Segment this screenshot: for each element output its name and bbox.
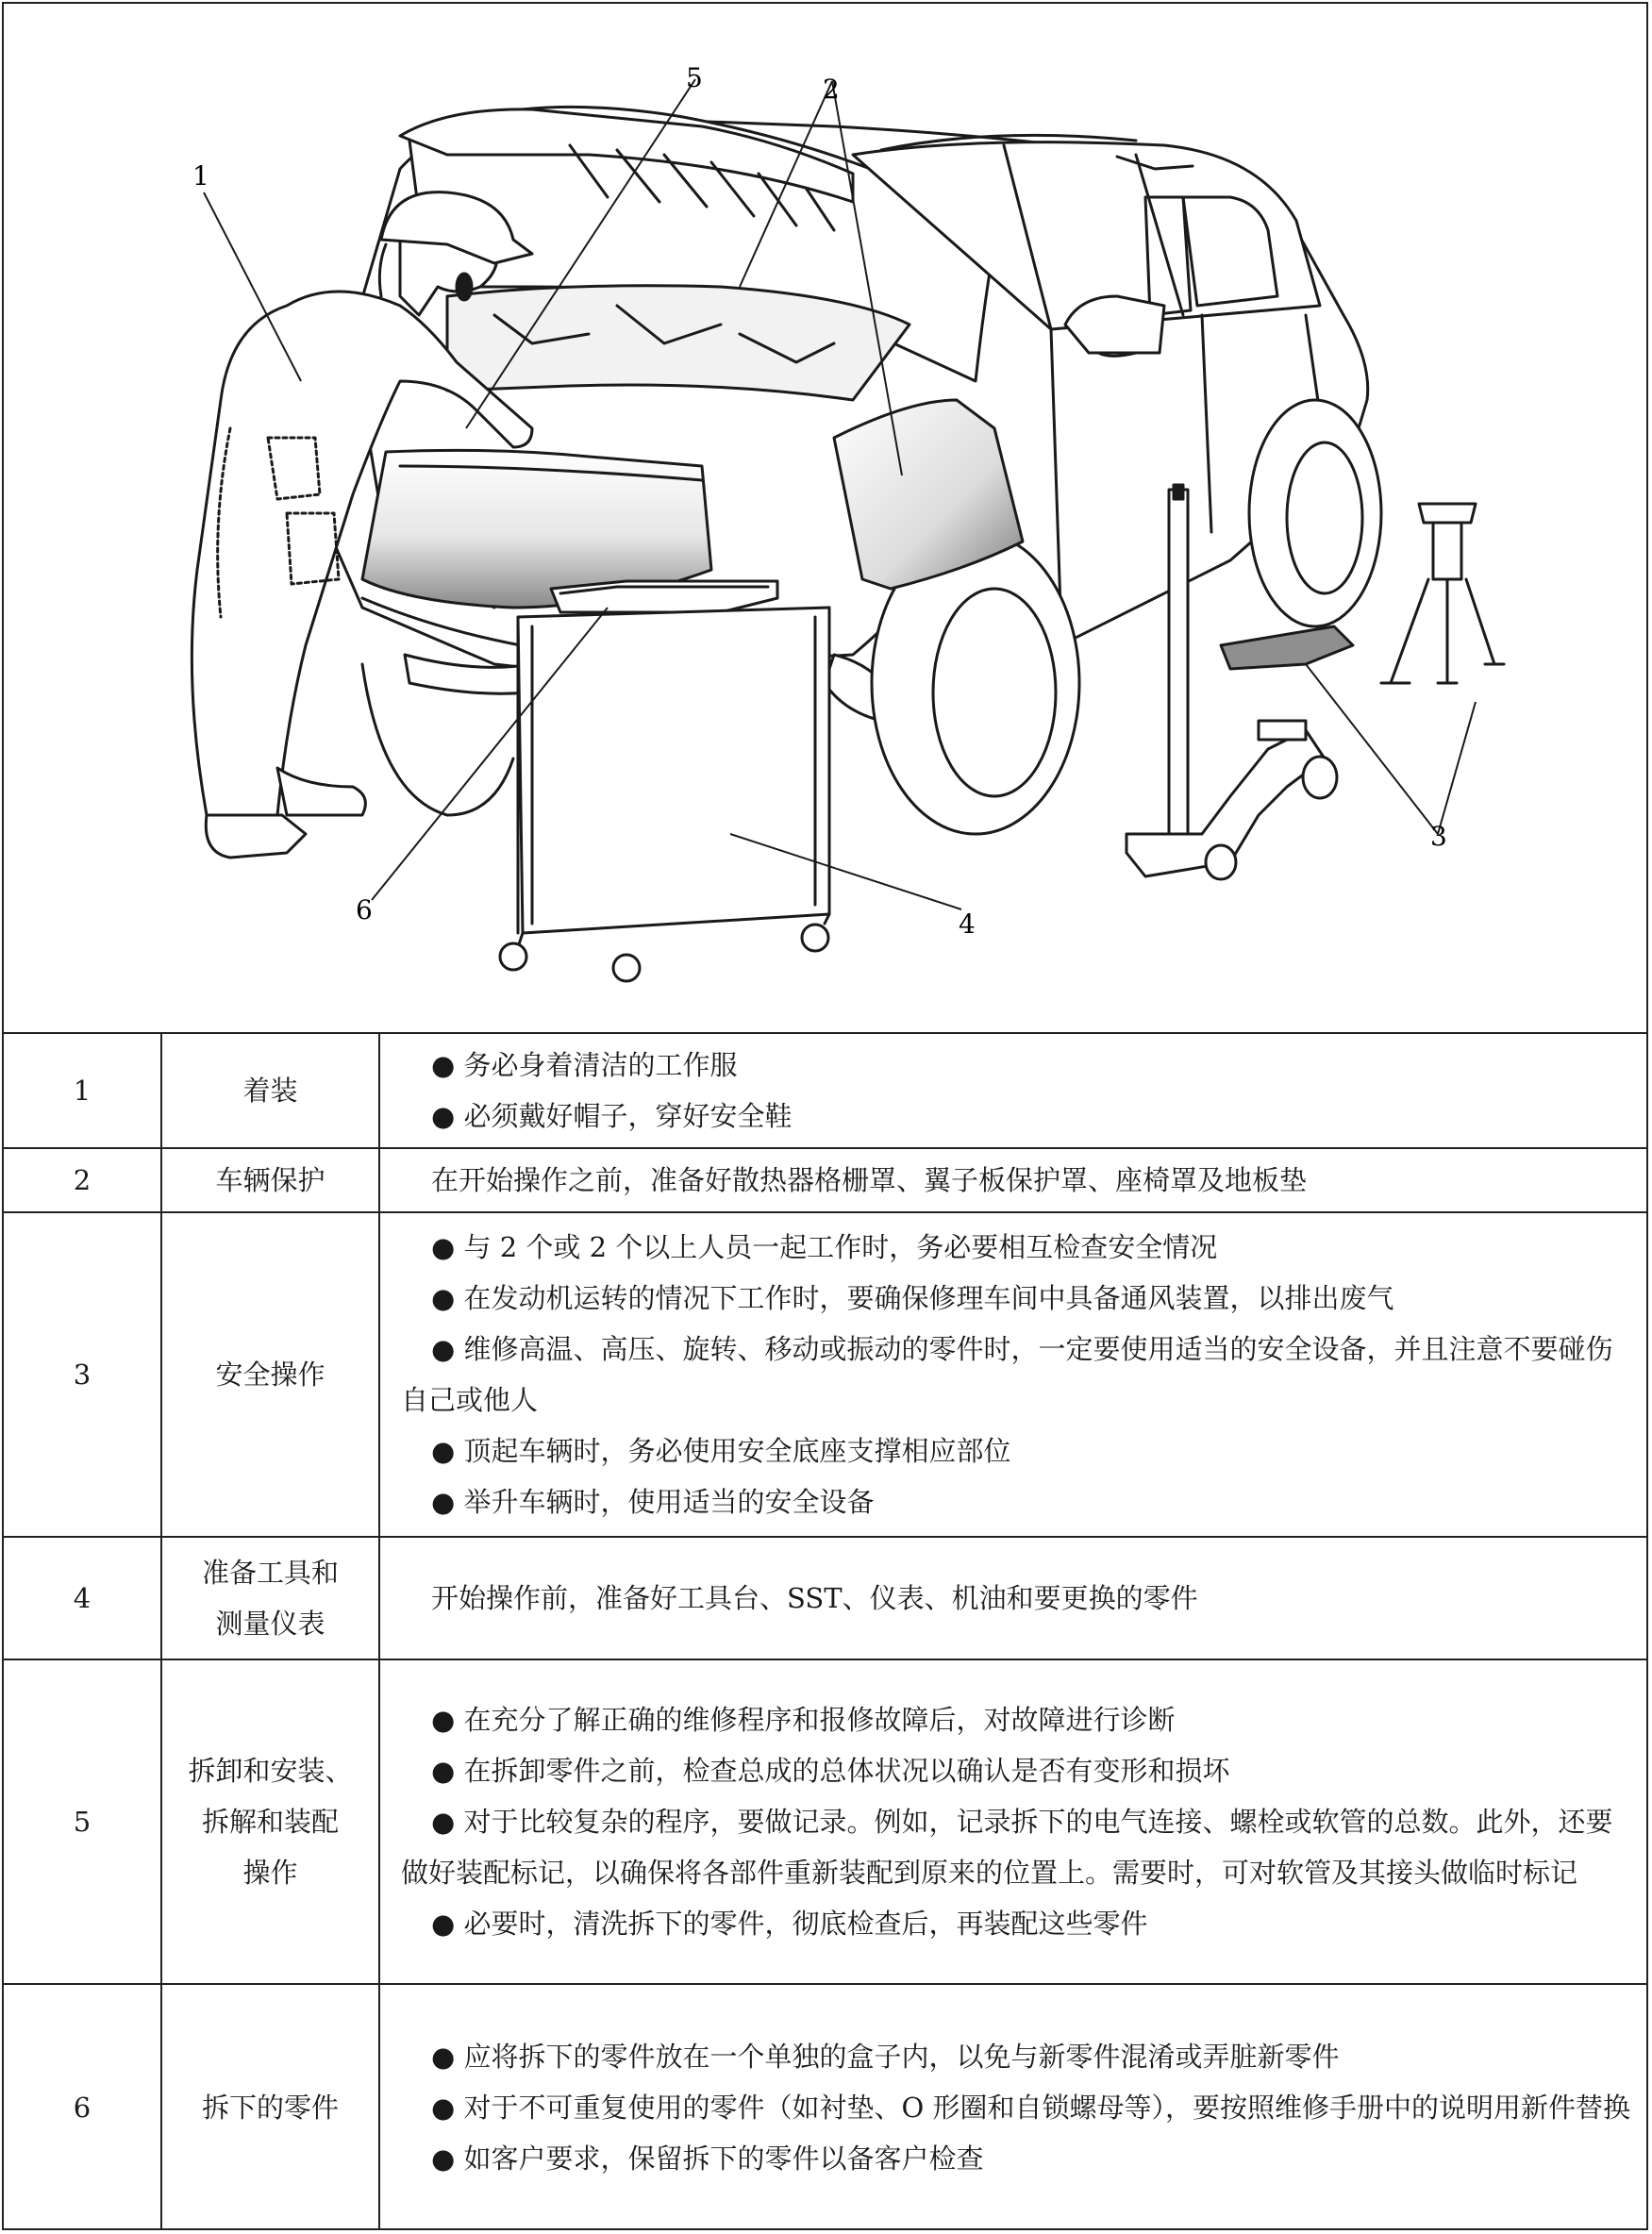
row-number: 4 <box>4 1537 161 1659</box>
category-line: 安全操作 <box>215 1359 325 1391</box>
row-category <box>161 1537 379 1659</box>
safety-table <box>4 1032 1646 2229</box>
table-row <box>4 1659 1646 1984</box>
row-number: 2 <box>4 1148 161 1212</box>
callout-3: 3 <box>1430 821 1447 852</box>
category-line: 拆下的零件 <box>201 2091 339 2124</box>
description-text: 开始操作前，准备好工具台、SST、仪表、机油和要更换的零件 <box>431 1582 1198 1614</box>
bullet-item: ● 顶起车辆时，务必使用安全底座支撑相应部位 <box>431 1435 1011 1467</box>
row-category <box>161 1659 379 1984</box>
bullet-item: ● 必要时，清洗拆下的零件，彻底检查后，再装配这些零件 <box>431 1908 1148 1940</box>
row-category <box>161 1984 379 2229</box>
bullet-item: ● 举升车辆时，使用适当的安全设备 <box>431 1486 875 1518</box>
table-row <box>4 1148 1646 1212</box>
category-line: 测量仪表 <box>215 1608 325 1640</box>
row-description <box>379 1212 1646 1537</box>
row-number: 3 <box>4 1212 161 1537</box>
callout-1: 1 <box>192 160 209 192</box>
row-description <box>379 1033 1646 1148</box>
row-number: 1 <box>4 1033 161 1148</box>
bullet-item: ● 在发动机运转的情况下工作时，要确保修理车间中具备通风装置，以排出废气 <box>431 1282 1394 1314</box>
tool-cart <box>500 581 829 981</box>
workshop-illustration <box>4 4 1646 1034</box>
bullet-item: ● 在充分了解正确的维修程序和报修故障后，对故障进行诊断 <box>431 1704 1176 1736</box>
table-row <box>4 1033 1646 1148</box>
bullet-item: ● 维修高温、高压、旋转、移动或振动的零件时，一定要使用适当的安全设备，并且注意不要碰伤自己或他人 <box>401 1333 1613 1416</box>
callout-6: 6 <box>356 894 373 925</box>
category-line: 拆解和装配 <box>201 1806 339 1838</box>
bullet-item: ● 对于不可重复使用的零件（如衬垫、O 形圈和自锁螺母等），要按照维修手册中的说明用新件替换 <box>431 2091 1631 2124</box>
page-frame <box>2 2 1648 2230</box>
wheel-block <box>1221 626 1353 669</box>
row-category <box>161 1212 379 1537</box>
bullet-item: ● 对于比较复杂的程序，要做记录。例如，记录拆下的电气连接、螺栓或软管的总数。此外，还要做好装配标记，以确保将各部件重新装配到原来的位置上。需要时，可对软管及其接头做临时标记 <box>401 1806 1613 1889</box>
bullet-item: ● 应将拆下的零件放在一个单独的盒子内，以免与新零件混淆或弄脏新零件 <box>431 2040 1340 2073</box>
bullet-item: ● 如客户要求，保留拆下的零件以备客户检查 <box>431 2142 984 2175</box>
category-line: 准备工具和 <box>201 1557 339 1589</box>
callout-4: 4 <box>959 909 976 940</box>
bullet-item: ● 与 2 个或 2 个以上人员一起工作时，务必要相互检查安全情况 <box>431 1231 1218 1263</box>
row-description <box>379 1148 1646 1212</box>
category-line: 车辆保护 <box>215 1164 325 1196</box>
table-row <box>4 1212 1646 1537</box>
category-line: 拆卸和安装、 <box>188 1755 353 1787</box>
row-number: 5 <box>4 1659 161 1984</box>
table-row <box>4 1537 1646 1659</box>
row-category <box>161 1033 379 1148</box>
row-description <box>379 1537 1646 1659</box>
callout-2: 2 <box>823 74 840 105</box>
row-category <box>161 1148 379 1212</box>
jack-stand <box>1381 504 1504 683</box>
bullet-item: ● 必须戴好帽子，穿好安全鞋 <box>431 1100 793 1132</box>
row-description <box>379 1659 1646 1984</box>
category-line: 操作 <box>242 1857 298 1889</box>
callout-5: 5 <box>686 62 703 93</box>
row-number: 6 <box>4 1984 161 2229</box>
illustration-svg <box>4 4 1646 1032</box>
description-text: 在开始操作之前，准备好散热器格栅罩、翼子板保护罩、座椅罩及地板垫 <box>431 1164 1308 1196</box>
category-line: 着装 <box>242 1075 298 1107</box>
bullet-item: ● 务必身着清洁的工作服 <box>431 1049 738 1081</box>
table-row <box>4 1984 1646 2229</box>
bullet-item: ● 在拆卸零件之前，检查总成的总体状况以确认是否有变形和损坏 <box>431 1755 1230 1787</box>
row-description <box>379 1984 1646 2229</box>
